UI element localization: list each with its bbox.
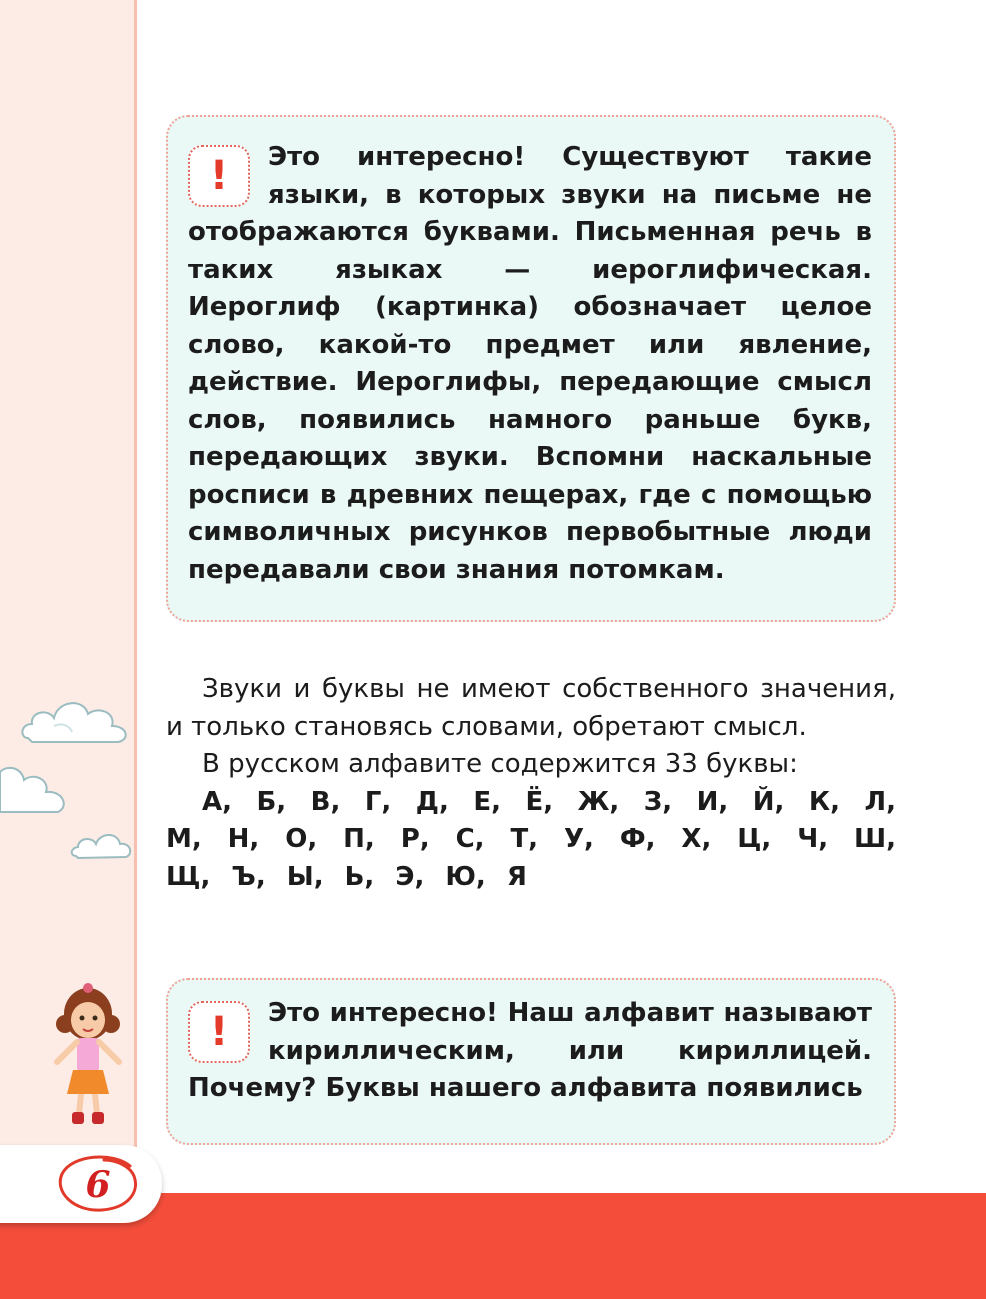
alphabet-list: А, Б, В, Г, Д, Е, Ё, Ж, З, И, Й, К, Л, М, Н, О, П, Р, С, Т, У, Ф, Х, Ц, Ч, Ш, Щ, Ъ, Ы, Ь, Э, Ю, Я [166, 786, 896, 892]
paragraph: Звуки и буквы не имеют собственного значения, и только становясь словами, обретают смысл. [166, 674, 896, 742]
cloud-illustration [0, 750, 78, 822]
fact-text [188, 995, 872, 1108]
fact-body: Наш алфавит называют кириллическим, или кириллицей. Почему? Буквы нашего алфавита появились [188, 998, 872, 1103]
interesting-fact-box [166, 115, 896, 622]
fact-heading: Это интересно! [268, 142, 526, 172]
paragraph: В русском алфавите содержится 33 буквы: [202, 749, 798, 779]
margin-divider [134, 0, 137, 1299]
main-text [166, 671, 896, 896]
girl-illustration [45, 978, 131, 1128]
exclamation-icon: ! [209, 153, 229, 199]
cloud-illustration [70, 820, 136, 864]
fact-text [188, 139, 872, 589]
fact-body: Существуют такие языки, в которых звуки на письме не отображаются буквами. Письменная речь в таких языках — иероглифическая. Иероглиф (картинка) обозначает целое слово, какой-то предмет или явление, действие. Иероглифы, передающие смысл слов, появились намного раньше букв, передающих звуки. Вспомни наскальные росписи в древних пещерах, где с помощью символичных рисунков первобытные люди передавали свои знания потомкам. [188, 142, 872, 585]
exclamation-badge [188, 145, 250, 207]
exclamation-badge [188, 1001, 250, 1063]
interesting-fact-box [166, 978, 896, 1145]
cloud-illustration [18, 676, 138, 756]
fact-heading: Это интересно! [268, 998, 498, 1028]
page-number: 6 [85, 1164, 111, 1206]
exclamation-icon: ! [209, 1009, 229, 1055]
